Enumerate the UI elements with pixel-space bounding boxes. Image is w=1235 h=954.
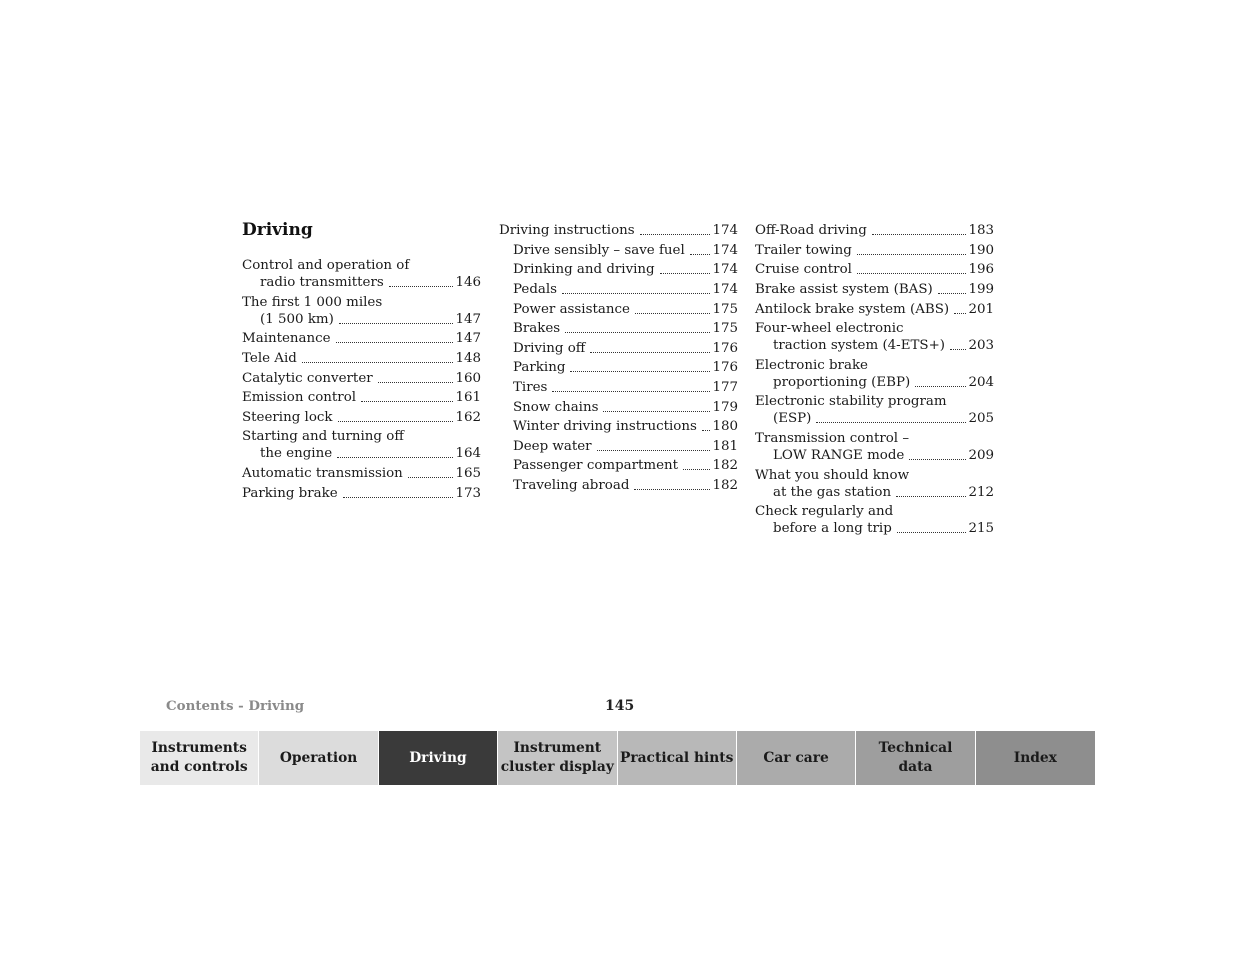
dot-leader bbox=[565, 332, 710, 333]
dot-leader bbox=[640, 234, 711, 235]
dot-leader bbox=[938, 293, 967, 294]
toc-entry-parking-brake[interactable] bbox=[242, 483, 481, 503]
toc-page-number: 196 bbox=[968, 262, 994, 278]
toc-page-number: 180 bbox=[712, 419, 738, 435]
toc-page-number: 147 bbox=[455, 311, 481, 327]
toc-entry-title: Tires bbox=[513, 380, 548, 396]
toc-entry-parking[interactable] bbox=[499, 358, 738, 378]
dot-leader bbox=[660, 273, 711, 274]
toc-page-number: 204 bbox=[968, 374, 994, 390]
toc-page-number: 174 bbox=[712, 282, 738, 298]
toc-entry-electronic-stability-program-esp[interactable] bbox=[755, 392, 994, 429]
toc-page-number: 182 bbox=[712, 458, 738, 474]
toc-page-number: 146 bbox=[455, 275, 481, 291]
toc-entry-the-first-1-000-miles-1-500-km[interactable] bbox=[242, 293, 481, 330]
toc-entry-title: Electronic stability program bbox=[755, 394, 947, 410]
toc-page-number: 174 bbox=[712, 223, 738, 239]
toc-entry-catalytic-converter[interactable] bbox=[242, 368, 481, 388]
dot-leader bbox=[816, 422, 966, 423]
toc-entry-trailer-towing[interactable] bbox=[755, 241, 994, 261]
toc-entry-title: Driving instructions bbox=[499, 223, 635, 239]
page-number: 145 bbox=[605, 698, 635, 714]
toc-entry-title: Parking brake bbox=[242, 485, 338, 501]
tab-label: Driving bbox=[409, 749, 467, 766]
section-tab-bar bbox=[140, 731, 1095, 785]
toc-entry-traveling-abroad[interactable] bbox=[499, 476, 738, 496]
toc-entry-title: before a long trip bbox=[773, 521, 892, 537]
toc-page-number: 212 bbox=[968, 484, 994, 500]
toc-page-number: 165 bbox=[455, 466, 481, 482]
toc-page-number: 182 bbox=[712, 478, 738, 494]
tab-instrument-cluster-display[interactable] bbox=[498, 731, 617, 785]
toc-page-number: 181 bbox=[712, 438, 738, 454]
dot-leader bbox=[361, 401, 453, 402]
toc-entry-title: Electronic brake bbox=[755, 357, 868, 373]
toc-page-number: 164 bbox=[455, 446, 481, 462]
dot-leader bbox=[915, 386, 966, 387]
toc-page-number: 175 bbox=[712, 321, 738, 337]
toc-entry-title: Deep water bbox=[513, 438, 592, 454]
dot-leader bbox=[570, 371, 710, 372]
dot-leader bbox=[338, 421, 454, 422]
tab-technical-data[interactable] bbox=[856, 731, 975, 785]
toc-entry-title: Catalytic converter bbox=[242, 370, 373, 386]
toc-entry-title: Driving off bbox=[513, 340, 586, 356]
toc-page-number: 160 bbox=[455, 370, 481, 386]
dot-leader bbox=[336, 342, 454, 343]
toc-page-number: 183 bbox=[968, 223, 994, 239]
toc-entry-title: What you should know bbox=[755, 467, 910, 483]
toc-entry-off-road-driving[interactable] bbox=[755, 221, 994, 241]
dot-leader bbox=[302, 362, 454, 363]
toc-entry-title: Four-wheel electronic bbox=[755, 321, 904, 337]
toc-entry-title: Winter driving instructions bbox=[513, 419, 697, 435]
toc-page-number: 177 bbox=[712, 380, 738, 396]
toc-entry-starting-and-turning-off-the-engine[interactable] bbox=[242, 427, 481, 464]
tab-label: Technical data bbox=[878, 740, 953, 775]
toc-entry-title: Tele Aid bbox=[242, 351, 297, 367]
toc-entry-drinking-and-driving[interactable] bbox=[499, 260, 738, 280]
toc-entry-title: LOW RANGE mode bbox=[773, 448, 905, 464]
toc-entry-title: Drive sensibly – save fuel bbox=[513, 242, 685, 258]
tab-label: Index bbox=[1013, 749, 1057, 766]
dot-leader bbox=[337, 457, 453, 458]
toc-entry-title: The first 1 000 miles bbox=[242, 294, 383, 310]
toc-entry-title: Brake assist system (BAS) bbox=[755, 282, 933, 298]
toc-page-number: 179 bbox=[712, 399, 738, 415]
toc-page-number: 209 bbox=[968, 448, 994, 464]
toc-entry-antilock-brake-system-abs[interactable] bbox=[755, 299, 994, 319]
dot-leader bbox=[690, 254, 711, 255]
toc-entry-electronic-brake-proportioning-ebp[interactable] bbox=[755, 356, 994, 393]
toc-entry-title: Snow chains bbox=[513, 399, 599, 415]
toc-entry-title: proportioning (EBP) bbox=[773, 374, 911, 390]
toc-entry-steering-lock[interactable] bbox=[242, 408, 481, 428]
toc-entry-title: Traveling abroad bbox=[513, 478, 630, 494]
dot-leader bbox=[389, 286, 454, 287]
dot-leader bbox=[896, 496, 966, 497]
toc-entry-snow-chains[interactable] bbox=[499, 397, 738, 417]
toc-entry-winter-driving-instructions[interactable] bbox=[499, 417, 738, 437]
dot-leader bbox=[909, 459, 966, 460]
dot-leader bbox=[897, 532, 967, 533]
toc-entry-pedals[interactable] bbox=[499, 280, 738, 300]
footer-section-label: Contents - Driving bbox=[166, 698, 305, 714]
dot-leader bbox=[339, 323, 454, 324]
dot-leader bbox=[857, 273, 967, 274]
toc-entry-transmission-control-low-range-mode[interactable] bbox=[755, 429, 994, 466]
toc-page-number: 175 bbox=[712, 301, 738, 317]
toc-entry-title: Antilock brake system (ABS) bbox=[755, 301, 950, 317]
toc-entry-title: Control and operation of bbox=[242, 258, 410, 274]
toc-page-number: 162 bbox=[455, 409, 481, 425]
toc-entry-drive-sensibly-save-fuel[interactable] bbox=[499, 241, 738, 261]
toc-entry-title: Trailer towing bbox=[755, 242, 852, 258]
dot-leader bbox=[552, 391, 710, 392]
toc-column-2 bbox=[499, 221, 738, 495]
toc-entry-passenger-compartment[interactable] bbox=[499, 456, 738, 476]
toc-entry-title: Starting and turning off bbox=[242, 429, 404, 445]
toc-entry-title: the engine bbox=[260, 446, 333, 462]
toc-entry-title: Emission control bbox=[242, 390, 357, 406]
toc-entry-title: Off-Road driving bbox=[755, 223, 867, 239]
tab-label: Instrument cluster display bbox=[500, 740, 614, 775]
toc-entry-tele-aid[interactable] bbox=[242, 349, 481, 369]
page-title: Driving bbox=[242, 220, 313, 240]
tab-instruments-and-controls[interactable] bbox=[140, 731, 259, 785]
toc-entry-title: at the gas station bbox=[773, 484, 892, 500]
dot-leader bbox=[634, 489, 710, 490]
dot-leader bbox=[857, 254, 967, 255]
toc-page-number: 161 bbox=[455, 390, 481, 406]
toc-entry-brakes[interactable] bbox=[499, 319, 738, 339]
toc-entry-automatic-transmission[interactable] bbox=[242, 464, 481, 484]
toc-entry-driving-off[interactable] bbox=[499, 339, 738, 359]
toc-column-1 bbox=[242, 256, 481, 503]
toc-entry-check-regularly-and-before-a-long-trip[interactable] bbox=[755, 502, 994, 539]
toc-page-number: 205 bbox=[968, 411, 994, 427]
toc-page-number: 215 bbox=[968, 521, 994, 537]
toc-entry-title: Drinking and driving bbox=[513, 262, 655, 278]
dot-leader bbox=[954, 313, 966, 314]
toc-entry-title: radio transmitters bbox=[260, 275, 384, 291]
tab-label: Operation bbox=[279, 749, 358, 766]
dot-leader bbox=[597, 450, 711, 451]
toc-page-number: 174 bbox=[712, 262, 738, 278]
toc-entry-title: Automatic transmission bbox=[242, 466, 403, 482]
dot-leader bbox=[408, 477, 454, 478]
toc-entry-title: Pedals bbox=[513, 282, 558, 298]
dot-leader bbox=[683, 469, 710, 470]
toc-entry-brake-assist-system-bas[interactable] bbox=[755, 280, 994, 300]
toc-page-number: 201 bbox=[968, 301, 994, 317]
tab-driving[interactable] bbox=[379, 731, 498, 785]
toc-entry-title: Power assistance bbox=[513, 301, 630, 317]
toc-page-number: 176 bbox=[712, 340, 738, 356]
tab-car-care[interactable] bbox=[737, 731, 856, 785]
dot-leader bbox=[378, 382, 454, 383]
dot-leader bbox=[562, 293, 710, 294]
toc-entry-title: Steering lock bbox=[242, 409, 333, 425]
toc-page-number: 190 bbox=[968, 242, 994, 258]
toc-entry-four-wheel-electronic-traction-system-4-ets[interactable] bbox=[755, 319, 994, 356]
toc-entry-title: (1 500 km) bbox=[260, 311, 334, 327]
toc-entry-maintenance[interactable] bbox=[242, 329, 481, 349]
toc-entry-title: Parking bbox=[513, 360, 566, 376]
toc-entry-driving-instructions[interactable] bbox=[499, 221, 738, 241]
toc-page-number: 147 bbox=[455, 331, 481, 347]
tab-operation[interactable] bbox=[259, 731, 378, 785]
toc-entry-title: traction system (4-ETS+) bbox=[773, 338, 946, 354]
toc-page-number: 199 bbox=[968, 282, 994, 298]
toc-entry-what-you-should-know-at-the-gas-station[interactable] bbox=[755, 465, 994, 502]
dot-leader bbox=[872, 234, 967, 235]
dot-leader bbox=[603, 411, 710, 412]
tab-label: Instruments and controls bbox=[150, 740, 248, 775]
toc-entry-title: Transmission control – bbox=[755, 431, 910, 447]
dot-leader bbox=[590, 352, 710, 353]
tab-practical-hints[interactable] bbox=[618, 731, 737, 785]
toc-entry-cruise-control[interactable] bbox=[755, 260, 994, 280]
toc-entry-title: Maintenance bbox=[242, 331, 331, 347]
toc-entry-title: Brakes bbox=[513, 321, 561, 337]
toc-page-number: 174 bbox=[712, 242, 738, 258]
toc-entry-title: (ESP) bbox=[773, 411, 812, 427]
toc-entry-control-and-operation-of-radio-transmitters[interactable] bbox=[242, 256, 481, 293]
toc-page-number: 173 bbox=[455, 485, 481, 501]
toc-entry-title: Passenger compartment bbox=[513, 458, 679, 474]
dot-leader bbox=[950, 349, 966, 350]
toc-entry-deep-water[interactable] bbox=[499, 437, 738, 457]
toc-entry-title: Cruise control bbox=[755, 262, 852, 278]
toc-entry-power-assistance[interactable] bbox=[499, 299, 738, 319]
tab-label: Practical hints bbox=[619, 749, 734, 766]
toc-entry-emission-control[interactable] bbox=[242, 388, 481, 408]
toc-page-number: 203 bbox=[968, 338, 994, 354]
dot-leader bbox=[702, 430, 711, 431]
toc-entry-title: Check regularly and bbox=[755, 504, 894, 520]
tab-label: Car care bbox=[763, 749, 829, 766]
toc-entry-tires[interactable] bbox=[499, 378, 738, 398]
toc-page-number: 148 bbox=[455, 351, 481, 367]
dot-leader bbox=[635, 313, 711, 314]
tab-index[interactable] bbox=[976, 731, 1095, 785]
toc-page-number: 176 bbox=[712, 360, 738, 376]
dot-leader bbox=[343, 497, 454, 498]
toc-column-3 bbox=[755, 221, 994, 539]
